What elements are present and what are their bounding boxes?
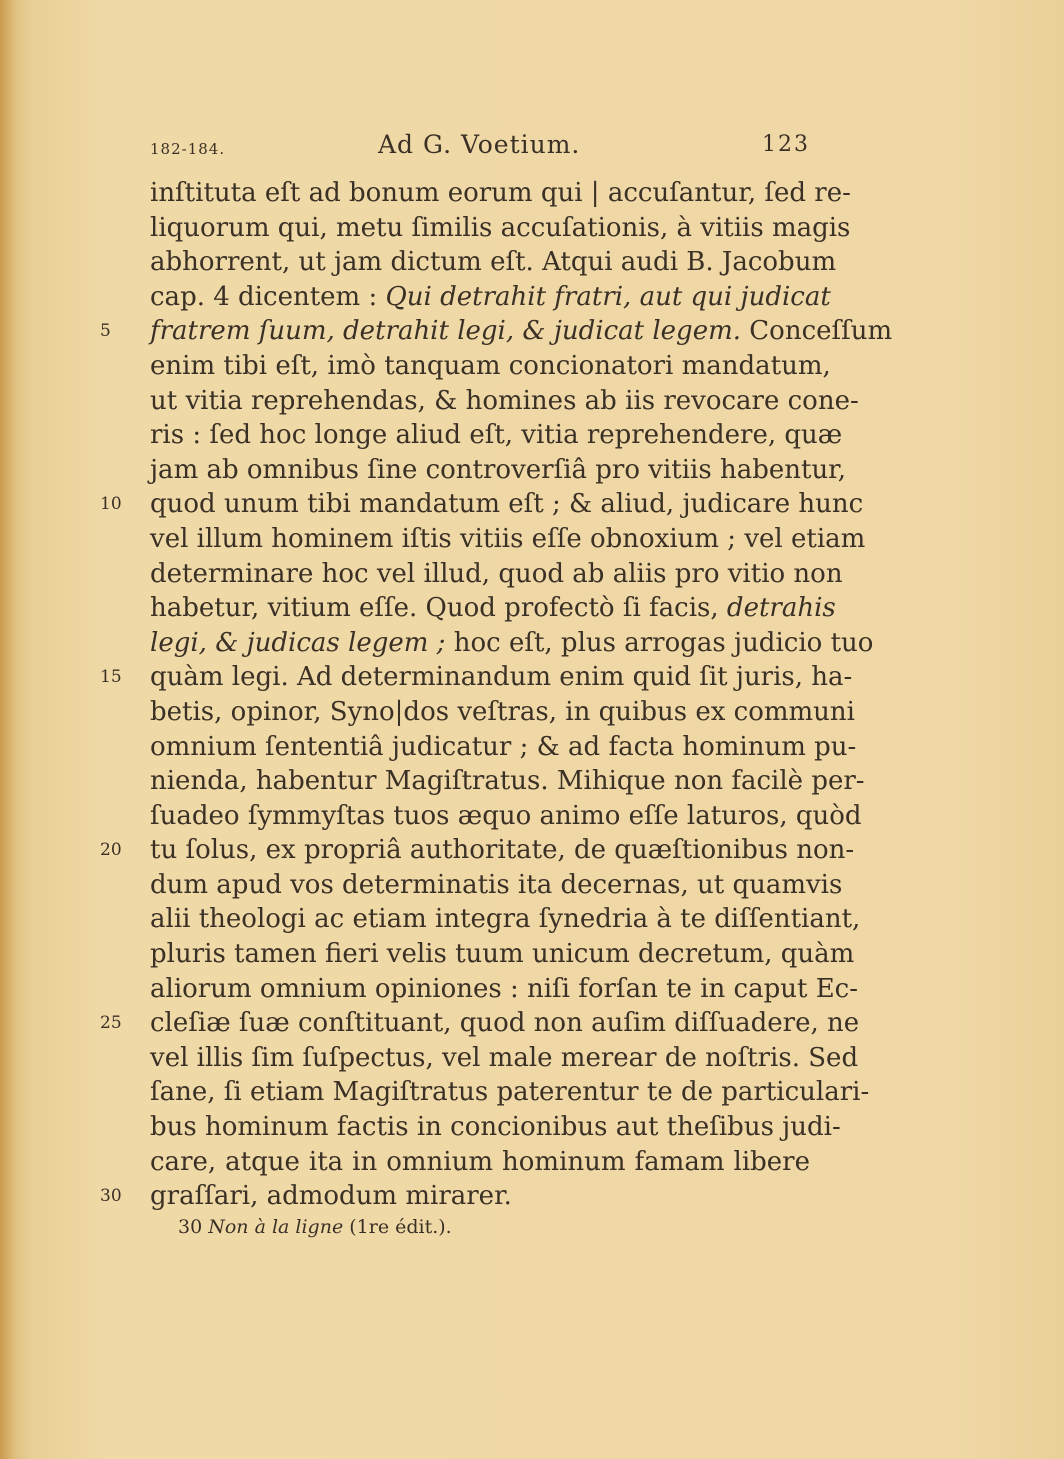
line-text: omnium ſententiâ judicatur ; & ad facta hominum pu-	[150, 731, 857, 762]
line-text: tu ſolus, ex propriâ authoritate, de quæſtionibus non-	[150, 835, 855, 866]
text-line	[100, 660, 853, 695]
text-line	[100, 1006, 860, 1041]
text-line	[150, 176, 851, 211]
footnote	[178, 1216, 452, 1238]
running-title: Ad G. Voetium.	[378, 130, 581, 159]
page-number: 123	[762, 132, 810, 157]
footnote-number: 30	[178, 1216, 203, 1238]
text-line	[100, 1179, 810, 1214]
line-text: care, atque ita in omnium hominum famam libere	[150, 1146, 810, 1177]
line-text: ſane, ſi etiam Magiſtratus paterentur te de particulari-	[150, 1077, 870, 1108]
line-text: determinare hoc vel illud, quod ab aliis pro vitio non	[150, 558, 843, 589]
line-number: 25	[100, 1013, 122, 1034]
text-line	[150, 902, 861, 937]
line-text: abhorrent, ut jam dictum eſt. Atqui audi B. Jacobum	[150, 247, 837, 278]
line-text: ut vitia reprehendas, & homines ab iis revocare cone-	[150, 385, 859, 416]
text-line	[150, 591, 836, 626]
body-text	[100, 176, 893, 1214]
footnote-italic: Non à la ligne	[208, 1216, 344, 1238]
line-text: legi, & judicas legem ; hoc eſt, plus arrogas judicio tuo	[150, 627, 874, 658]
line-text: quàm legi. Ad determinandum enim quid ſit juris, ha-	[150, 662, 853, 693]
text-line	[150, 695, 855, 730]
line-text: fratrem ſuum, detrahit legi, & judicat legem. Conceſſum	[150, 316, 893, 347]
line-number: 5	[100, 321, 111, 342]
text-line	[150, 1110, 841, 1145]
page-range: 182-184.	[150, 140, 226, 158]
text-line	[150, 245, 837, 280]
line-text: quod unum tibi mandatum eſt ; & aliud, judicare hunc	[150, 489, 864, 520]
text-line	[150, 937, 855, 972]
line-text: enim tibi eſt, imò tanquam concionatori mandatum,	[150, 350, 831, 381]
running-header	[150, 128, 810, 168]
text-line	[150, 211, 851, 246]
text-line	[150, 418, 843, 453]
line-text: jam ab omnibus ſine controverſiâ pro vitiis habentur,	[150, 454, 847, 485]
text-line	[150, 453, 847, 488]
line-number: 15	[100, 667, 122, 688]
line-text: cleſiæ ſuæ conſtituant, quod non auſim diſſuadere, ne	[150, 1008, 860, 1039]
line-text: nienda, habentur Magiſtratus. Mihique non facilè per-	[150, 766, 865, 797]
line-text: dum apud vos determinatis ita decernas, ut quamvis	[150, 869, 843, 900]
line-text: habetur, vitium eſſe. Quod profectò ſi facis, detrahis	[150, 593, 836, 624]
text-line	[150, 280, 831, 315]
line-text: graſſari, admodum mirarer.	[150, 1181, 512, 1212]
text-line	[100, 487, 864, 522]
line-text: betis, opinor, Syno|dos veſtras, in quibus ex communi	[150, 696, 855, 727]
line-text: inſtituta eſt ad bonum eorum qui | accuſantur, ſed re-	[150, 178, 851, 208]
line-number: 30	[100, 1186, 122, 1207]
line-text: liquorum qui, metu ſimilis accuſationis, à vitiis magis	[150, 212, 851, 243]
text-line	[150, 730, 857, 765]
line-text: ris : ſed hoc longe aliud eſt, vitia reprehendere, quæ	[150, 420, 843, 451]
line-text: bus hominum factis in concionibus aut theſibus judi-	[150, 1112, 841, 1143]
text-line	[150, 349, 831, 384]
text-line	[150, 764, 865, 799]
line-text: vel illis ſim ſuſpectus, vel male merear de noſtris. Sed	[150, 1042, 859, 1073]
line-text: ſuadeo ſymmyſtas tuos æquo animo eſſe laturos, quòd	[150, 800, 862, 831]
page-edge	[0, 0, 14, 1459]
text-line	[150, 522, 866, 557]
line-text: alii theologi ac etiam integra ſynedria à te diſſentiant,	[150, 904, 861, 935]
text-line	[150, 1145, 810, 1180]
line-text: cap. 4 dicentem : Qui detrahit fratri, aut qui judicat	[150, 281, 831, 312]
text-line	[150, 972, 859, 1007]
text-line	[150, 868, 843, 903]
line-text: vel illum hominem iſtis vitiis eſſe obnoxium ; vel etiam	[150, 523, 866, 554]
footnote-rest: (1re édit.).	[349, 1216, 452, 1238]
text-line	[150, 626, 874, 661]
text-line	[150, 1075, 870, 1110]
text-line	[100, 833, 855, 868]
text-line	[100, 314, 893, 349]
line-text: aliorum omnium opiniones : niſi forſan te in caput Ec-	[150, 973, 859, 1004]
line-number: 10	[100, 494, 122, 515]
text-line	[150, 799, 862, 834]
line-text: pluris tamen fieri velis tuum unicum decretum, quàm	[150, 939, 855, 970]
text-line	[150, 1041, 859, 1076]
text-line	[150, 384, 859, 419]
text-line	[150, 557, 843, 592]
line-number: 20	[100, 840, 122, 861]
